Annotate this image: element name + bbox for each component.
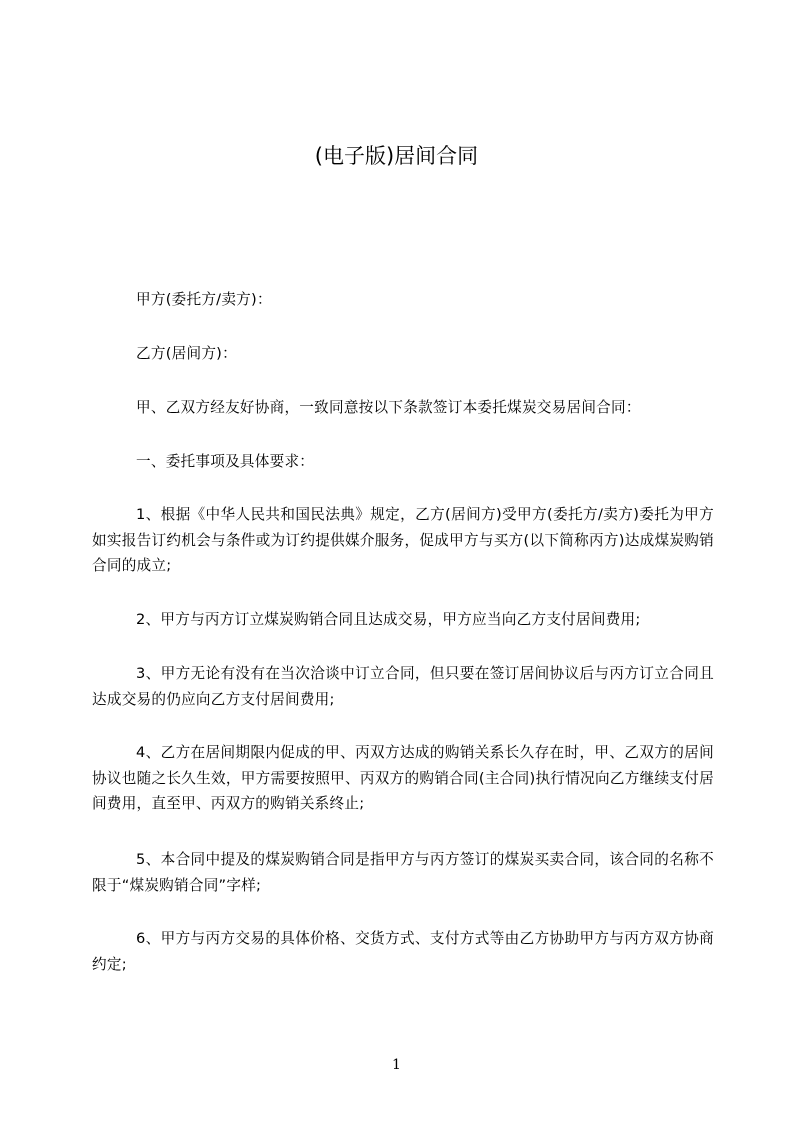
clause-6: 6、甲方与丙方交易的具体价格、交货方式、支付方式等由乙方协助甲方与丙方双方协商约定; [92, 930, 714, 973]
document-title: (电子版)居间合同 [314, 144, 479, 168]
agreement-intro: 甲、乙双方经友好协商，一致同意按以下条款签订本委托煤炭交易居间合同： [136, 399, 641, 416]
clause-5: 5、本合同中提及的煤炭购销合同是指甲方与丙方签订的煤炭买卖合同，该合同的名称不限于“煤炭购销合同”字样; [92, 851, 714, 894]
party-b-line: 乙方(居间方)： [136, 345, 237, 362]
page-number: 1 [392, 1057, 401, 1073]
clause-1: 1、根据《中华人民共和国民法典》规定，乙方(居间方)受甲方(委托方/卖方)委托为甲方如实报告订约机会与条件或为订约提供媒介服务，促成甲方与买方(以下简称丙方)达成煤炭购销合同的成立; [92, 506, 714, 575]
clause-2: 2、甲方与丙方订立煤炭购销合同且达成交易，甲方应当向乙方支付居间费用; [136, 611, 641, 628]
section-heading-1: 一、委托事项及具体要求： [136, 453, 315, 470]
clause-3: 3、甲方无论有没有在当次洽谈中订立合同，但只要在签订居间协议后与丙方订立合同且达成交易的仍应向乙方支付居间费用; [92, 665, 714, 708]
party-a-line: 甲方(委托方/卖方)： [136, 291, 272, 308]
clause-4: 4、乙方在居间期限内促成的甲、丙双方达成的购销关系长久存在时，甲、乙双方的居间协议也随之长久生效，甲方需要按照甲、丙双方的购销合同(主合同)执行情况向乙方继续支付居间费用，直至甲、丙双方的购销关系终止; [92, 744, 714, 813]
